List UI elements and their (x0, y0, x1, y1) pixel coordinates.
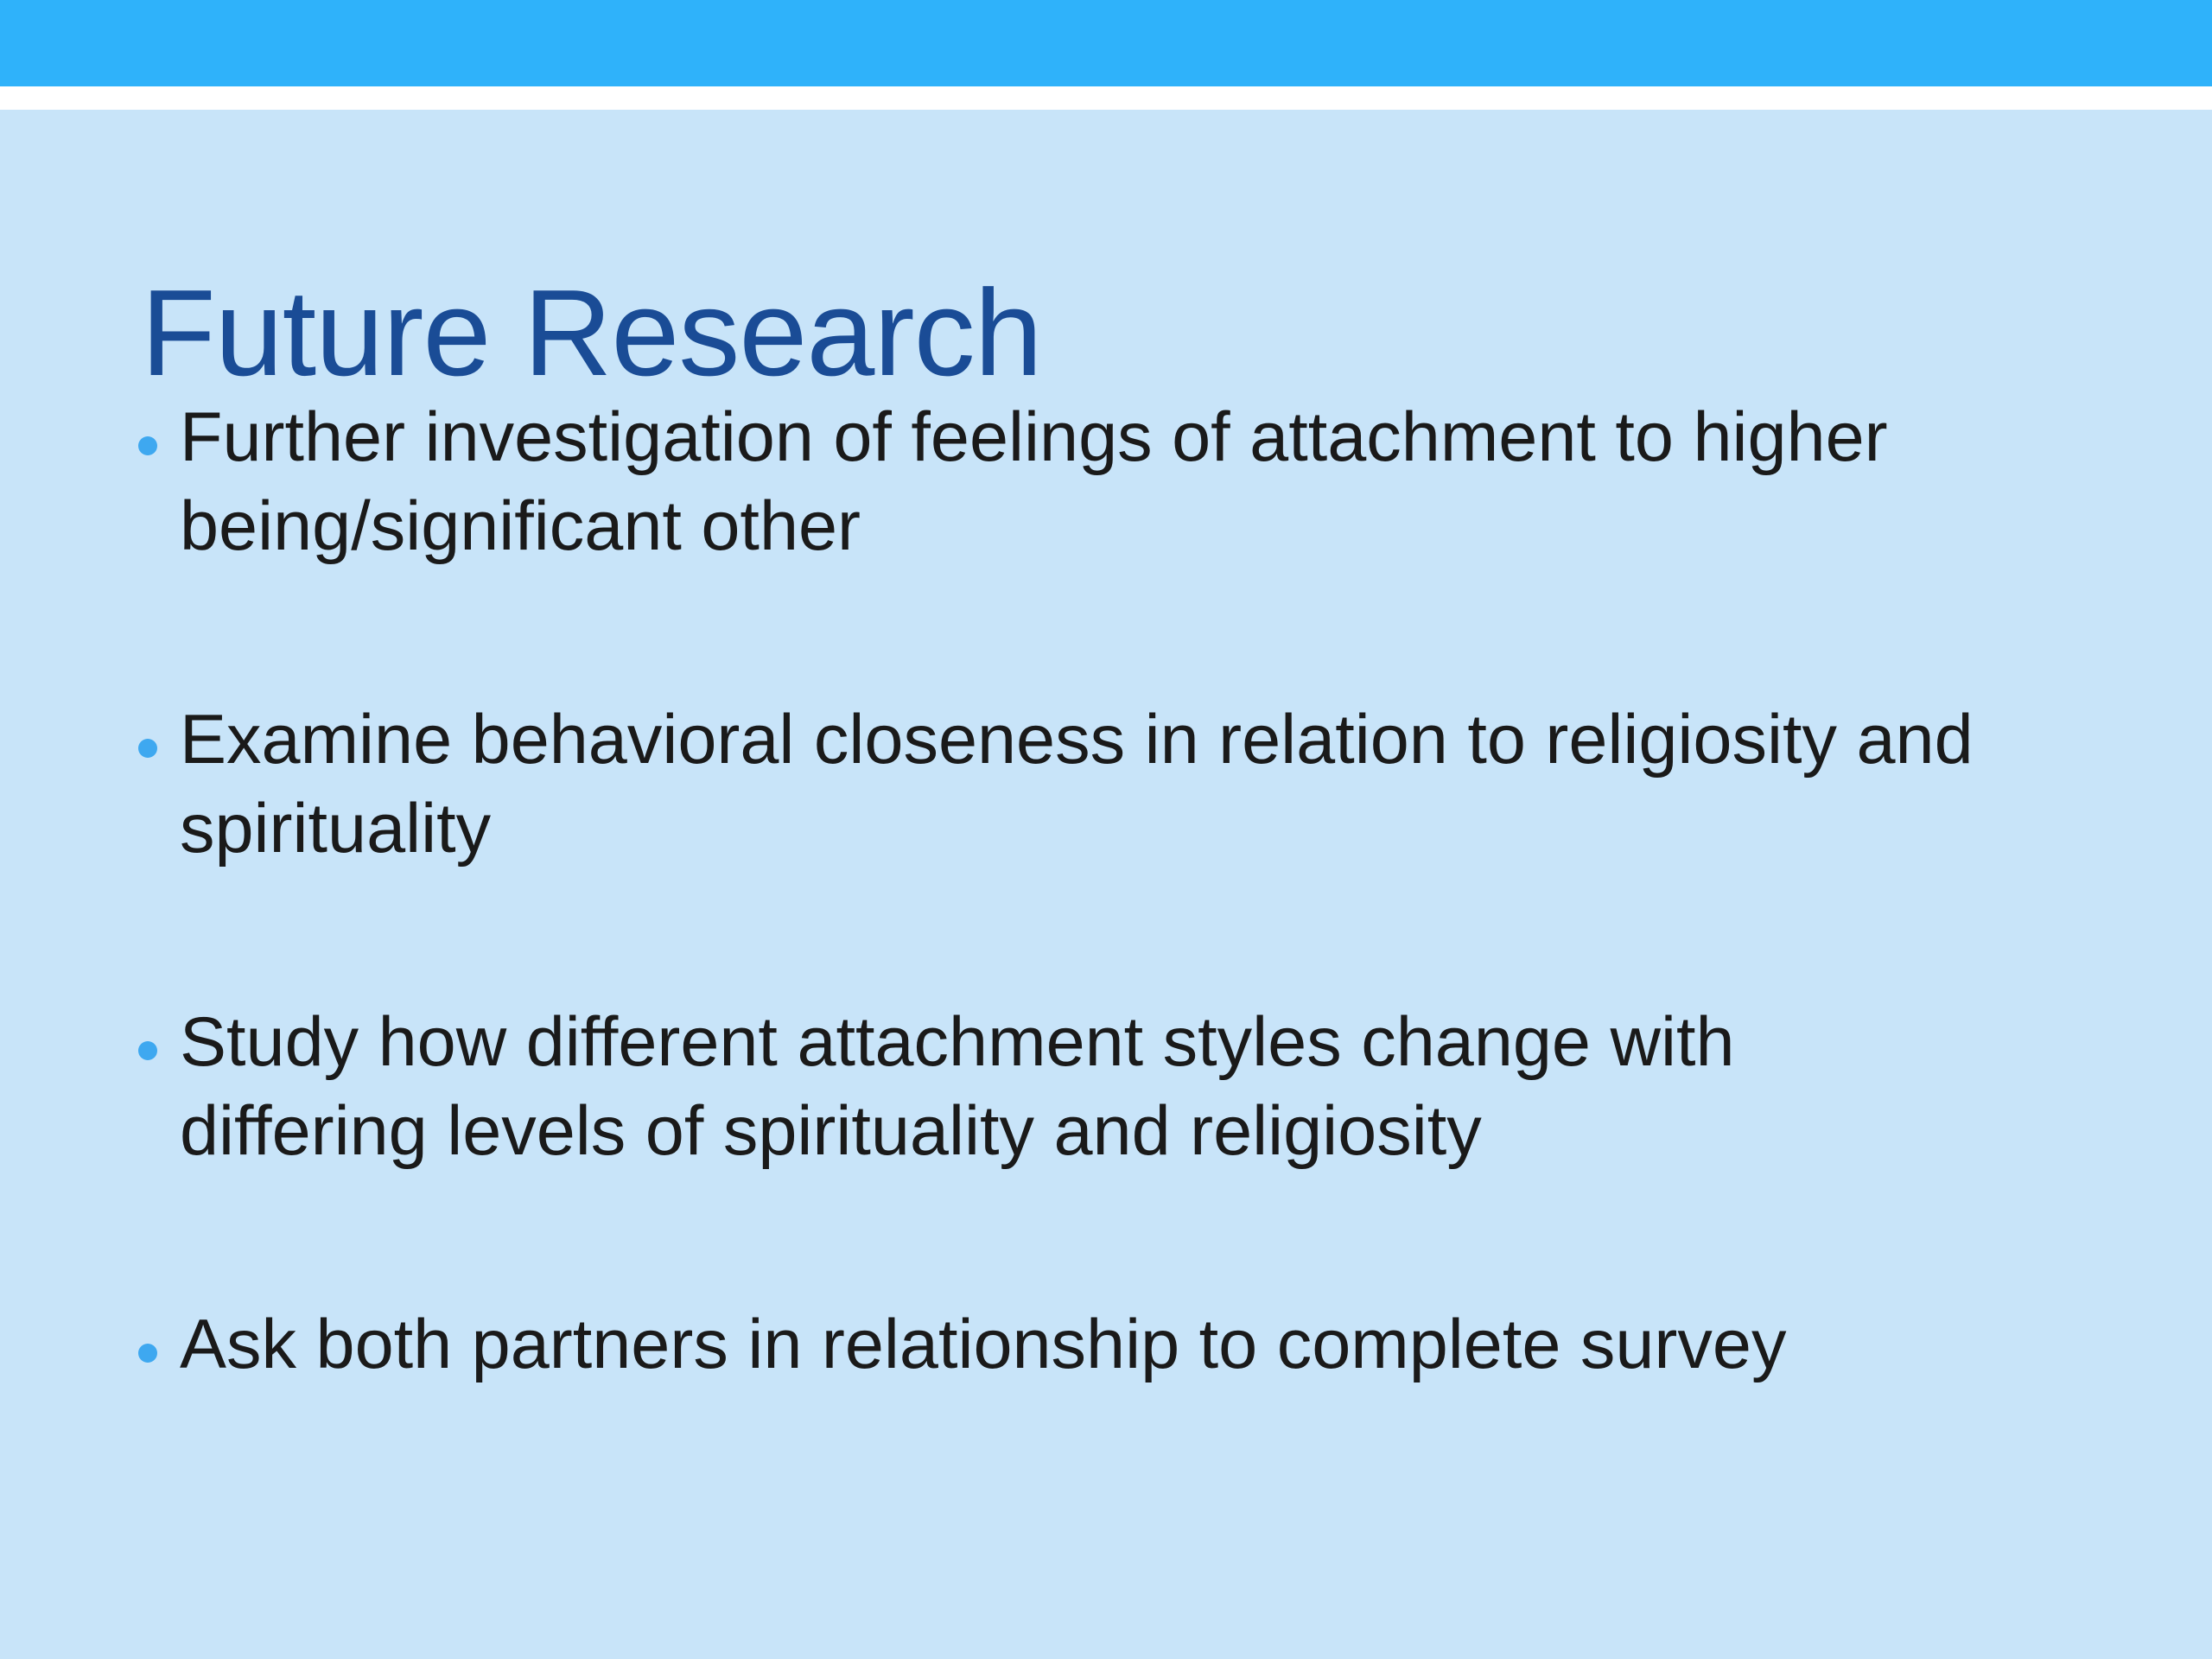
bullet-list (131, 393, 2119, 1514)
bullet-text: Further investigation of feelings of attachment to higher being/significant other (180, 398, 1888, 565)
white-divider-stripe (0, 86, 2212, 110)
bullet-item (131, 998, 2119, 1176)
bullet-dot-icon (138, 1344, 157, 1363)
bullet-item (131, 696, 2119, 874)
bullet-dot-icon (138, 1041, 157, 1060)
bullet-item (131, 393, 2119, 571)
bullet-dot-icon (138, 436, 157, 455)
bullet-text: Ask both partners in relationship to complete survey (180, 1306, 1787, 1383)
top-accent-bar (0, 0, 2212, 86)
bullet-item (131, 1300, 2119, 1389)
bullet-dot-icon (138, 739, 157, 758)
bullet-text: Examine behavioral closeness in relation to religiosity and spirituality (180, 701, 1974, 868)
bullet-text: Study how different attachment styles change with differing levels of spirituality and religiosity (180, 1003, 1735, 1170)
slide-title: Future Research (141, 264, 1042, 403)
